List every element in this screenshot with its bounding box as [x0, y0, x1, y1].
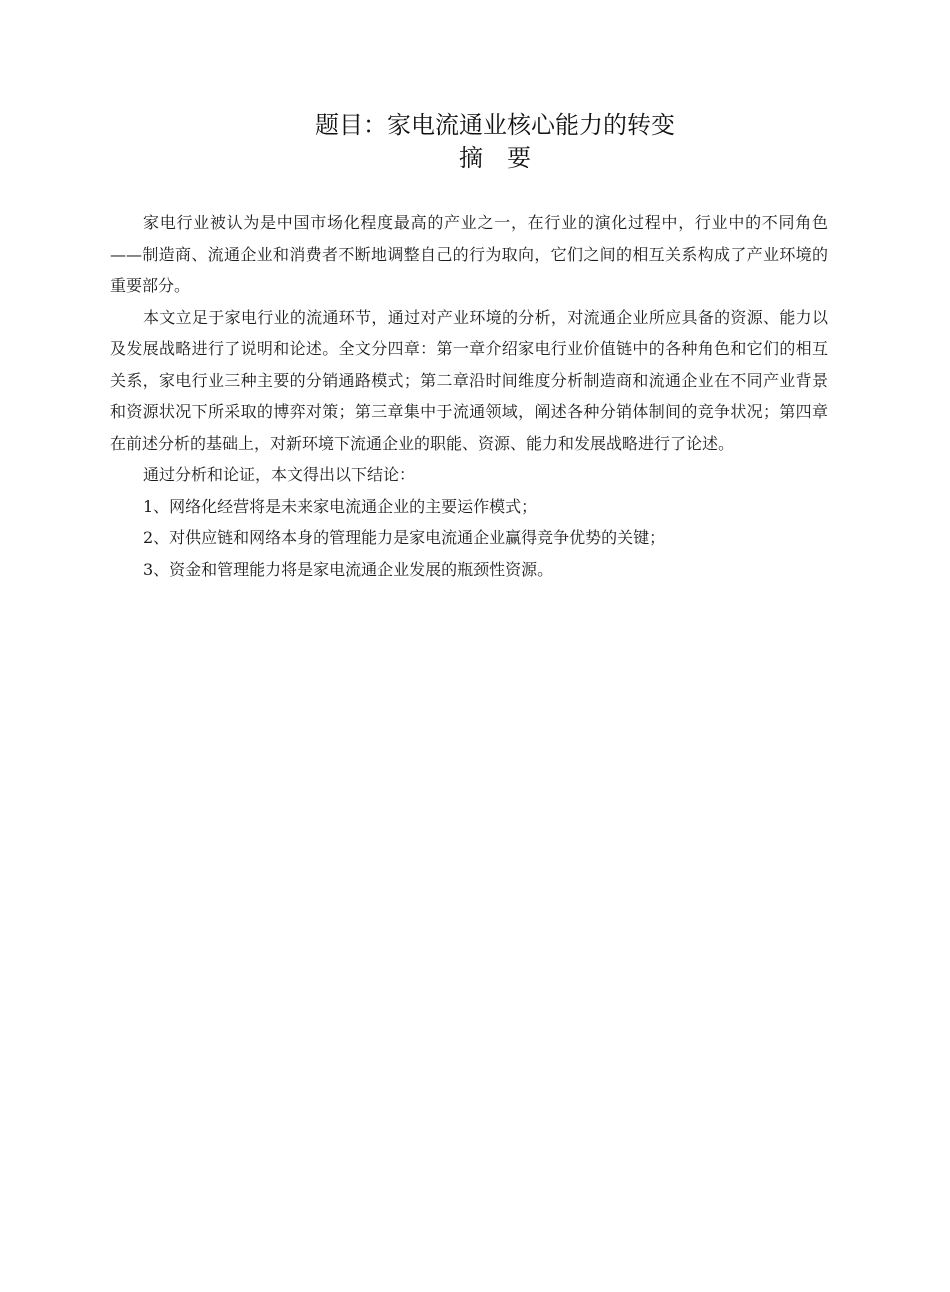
document-title: 题目：家电流通业核心能力的转变 — [315, 111, 675, 139]
abstract-heading-right: 要 — [507, 144, 531, 172]
paragraph-structure: 本文立足于家电行业的流通环节，通过对产业环境的分析，对流通企业所应具备的资源、能力以及发展战略进行了说明和论述。全文分四章：第一章介绍家电行业价值链中的各种角色和它们的相互关系，家电行业三种主要的分销通路模式；第二章沿时间维度分析制造商和流通企业在不同产业背景和资源状况下所采取的博弈对策；第三章集中于流通领域，阐述各种分销体制间的竞争状况；第四章在前述分析的基础上，对新环境下流通企业的职能、资源、能力和发展战略进行了论述。 — [110, 307, 828, 453]
paragraph-intro: 家电行业被认为是中国市场化程度最高的产业之一，在行业的演化过程中，行业中的不同角色——制造商、流通企业和消费者不断地调整自己的行为取向，它们之间的相互关系构成了产业环境的重要部分。 — [110, 213, 828, 295]
paragraph-conclusion-lead: 通过分析和论证，本文得出以下结论： — [143, 465, 416, 484]
abstract-body — [110, 207, 828, 585]
conclusion-item-1: 1、网络化经营将是未来家电流通企业的主要运作模式； — [143, 496, 538, 516]
conclusion-item-3: 3、资金和管理能力将是家电流通企业发展的瓶颈性资源。 — [143, 559, 554, 579]
abstract-heading-left: 摘 — [459, 144, 483, 172]
abstract-heading — [0, 142, 950, 174]
conclusion-item-2: 2、对供应链和网络本身的管理能力是家电流通企业赢得竞争优势的关键； — [143, 528, 666, 547]
